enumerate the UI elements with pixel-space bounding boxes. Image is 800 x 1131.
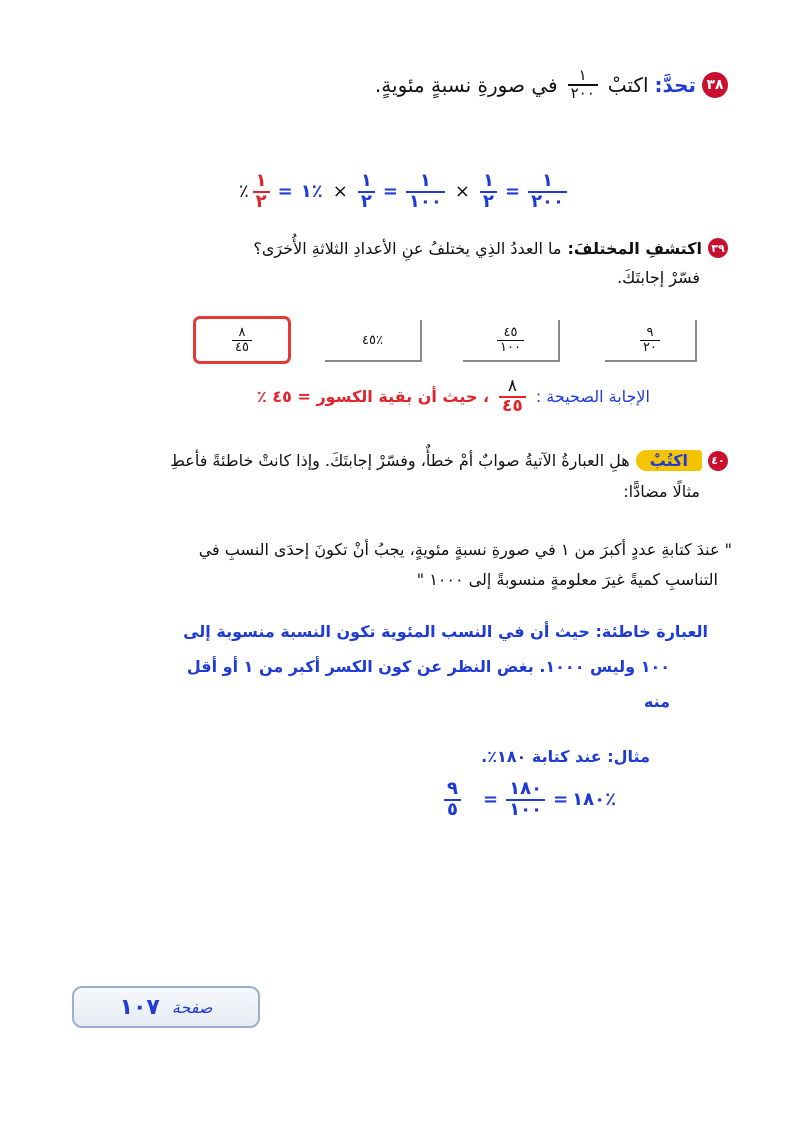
frac-num: ١ (255, 170, 267, 191)
q40-answer-2: ١٠٠ وليس ١٠٠٠. بغض النظر عن كون الكسر أكبر من ١ أو أقل (186, 657, 670, 676)
q40-line (170, 450, 728, 471)
frac-num: ١ (482, 170, 494, 191)
q39-answer-label: الإجابة الصحيحة : (535, 387, 650, 407)
q38-fraction (568, 68, 598, 102)
q38-line (375, 68, 728, 102)
frac-num: ٩ (447, 778, 458, 799)
q38-number-badge: ٣٨ (702, 72, 728, 98)
frac-num: ٨ (507, 376, 517, 396)
q39-option-2[interactable] (463, 320, 560, 362)
q40-example-equation (440, 780, 616, 820)
q38-frac-num: ١ (578, 66, 587, 84)
q40-ex-frac-2 (444, 780, 461, 820)
q39-answer-fraction (499, 378, 526, 416)
frac-den: ٢ (253, 191, 270, 212)
frac-den: ٤٥ (232, 340, 252, 355)
q40-ex-eq2: = (483, 789, 499, 811)
frac-den: ٢٠ (640, 340, 660, 355)
q40-ex-pct: ١٨٠٪ (572, 789, 617, 811)
frac-den: ٢ (358, 191, 375, 212)
q38-sol-pct-sign: ٪ (238, 181, 249, 203)
q39-option-4-selected[interactable] (193, 316, 291, 364)
q39-line (253, 238, 728, 258)
q38-text-b: في صورةِ نسبةٍ مئويةٍ. (374, 72, 558, 97)
q39-option-1[interactable] (605, 320, 697, 362)
frac-den: ٥ (444, 799, 461, 820)
frac-num: ١ (360, 170, 372, 191)
q40-text: هلِ العبارةُ الآتيةُ صوابٌ أمْ خطأٌ، وفسّرْ إجابتَكَ. وإذا كانتْ خاطئةً فأعطِ (170, 451, 630, 470)
frac-num: ١ (542, 170, 554, 191)
q38-sol-pct1: ١٪ (300, 181, 323, 203)
q39-option-3[interactable] (325, 320, 422, 362)
q38-text-a: اكتبْ (607, 72, 649, 97)
q40-answer-3: منه (643, 692, 670, 711)
q40-example: مثال: عند كتابة ١٨٠٪. (481, 747, 650, 766)
q40-ex-frac-1 (506, 780, 545, 820)
q38-solution (0, 172, 800, 212)
frac-den: ٤٥ (499, 396, 526, 416)
frac-num: ١ (419, 170, 431, 191)
frac-den: ١٠٠ (406, 191, 445, 212)
q38-sol-frac-1 (528, 172, 567, 212)
page-label: صفحة (171, 997, 213, 1017)
q38-frac-den: ٢٠٠ (568, 84, 598, 102)
frac-den: ١٠٠ (497, 340, 524, 355)
q40-quote-2: التناسبِ كميةً غيرَ معلومةٍ منسوبةً إلى ١٠٠٠ " (416, 570, 718, 589)
frac-den: ٢٠٠ (528, 191, 567, 212)
q38-sol-frac-4 (358, 172, 375, 212)
q40-ex-eq1: = (553, 789, 569, 811)
q39-label: اكتشفِ المختلفَ: (567, 238, 702, 258)
frac-num: ٩ (646, 324, 654, 340)
q38-sol-times1: × (454, 181, 470, 203)
q38-sol-times2: × (332, 181, 348, 203)
q39-line-2: فسّرْ إجابتَكَ. (617, 268, 700, 287)
q40-line-2: مثالًا مضادًّا: (623, 482, 700, 501)
frac-den: ١٠٠ (506, 799, 545, 820)
q39-answer-rest: ، حيث أن بقية الكسور = ٤٥ ٪ (257, 387, 490, 407)
frac-num: ٨ (238, 324, 246, 340)
q40-quote-1: " عندَ كتابةِ عددٍ أكبرَ من ١ في صورةِ نسبةٍ مئويةٍ، يجبُ أنْ تكونَ إحدَى النسبِ في (198, 540, 732, 559)
page-number: ١٠٧ (119, 994, 160, 1020)
q39-text: ما العددُ الذِي يختلفُ عنِ الأعدادِ الثلاثةِ الأُخرَى؟ (253, 238, 562, 258)
q38-sol-eq2: = (382, 181, 398, 203)
q38-sol-frac-5 (253, 172, 270, 212)
q38-sol-frac-2 (480, 172, 497, 212)
frac-num: ١٨٠ (509, 778, 543, 799)
q38-label: تحدَّ: (654, 72, 696, 97)
page-number-frame (72, 986, 260, 1028)
frac-num: ٤٥ (503, 324, 518, 340)
frac-den: ٢ (480, 191, 497, 212)
q40-number-badge: ٤٠ (708, 451, 728, 471)
q39-answer (257, 378, 650, 416)
q38-sol-eq1: = (504, 181, 521, 203)
q38-sol-frac-3 (406, 172, 445, 212)
q39-number-badge: ٣٩ (708, 238, 728, 258)
q40-label: اكتُبْ (636, 450, 702, 471)
q38-sol-eq3: = (277, 181, 293, 203)
option-percent: ٤٥٪ (362, 332, 383, 348)
q40-answer-1: العبارة خاطئة: حيث أن في النسب المئوية تكون النسبة منسوبة إلى (183, 622, 708, 641)
